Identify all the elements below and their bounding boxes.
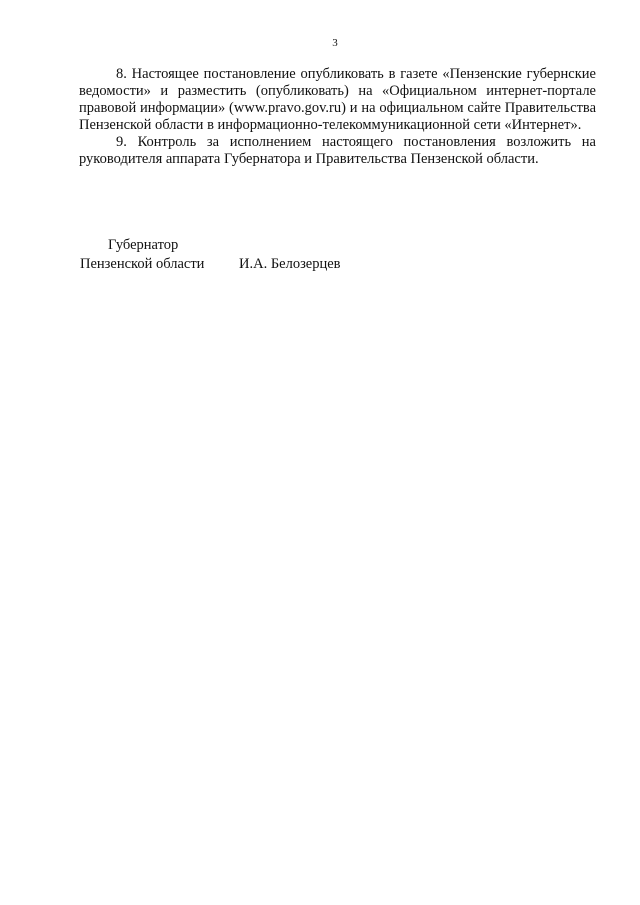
- document-body: [79, 66, 596, 168]
- signatory-name: И.А. Белозерцев: [239, 256, 341, 272]
- signatory-title-line2: Пензенской области: [80, 256, 205, 272]
- paragraph-9: 9. Контроль за исполнением настоящего постановления возложить на руководителя аппарата Губернатора и Правительства Пензенской области.: [79, 134, 596, 167]
- signatory-title-line1: Губернатор: [108, 237, 179, 253]
- paragraph-8: 8. Настоящее постановление опубликовать в газете «Пензенские губернские ведомости» и разместить (опубликовать) на «Официальном интернет-портале правовой информации» (www.pravo.gov.ru) и на официальном сайте Правительства Пензенской области в информационно-телекоммуникационной сети «Интернет».: [79, 66, 596, 133]
- page-number: 3: [332, 37, 338, 49]
